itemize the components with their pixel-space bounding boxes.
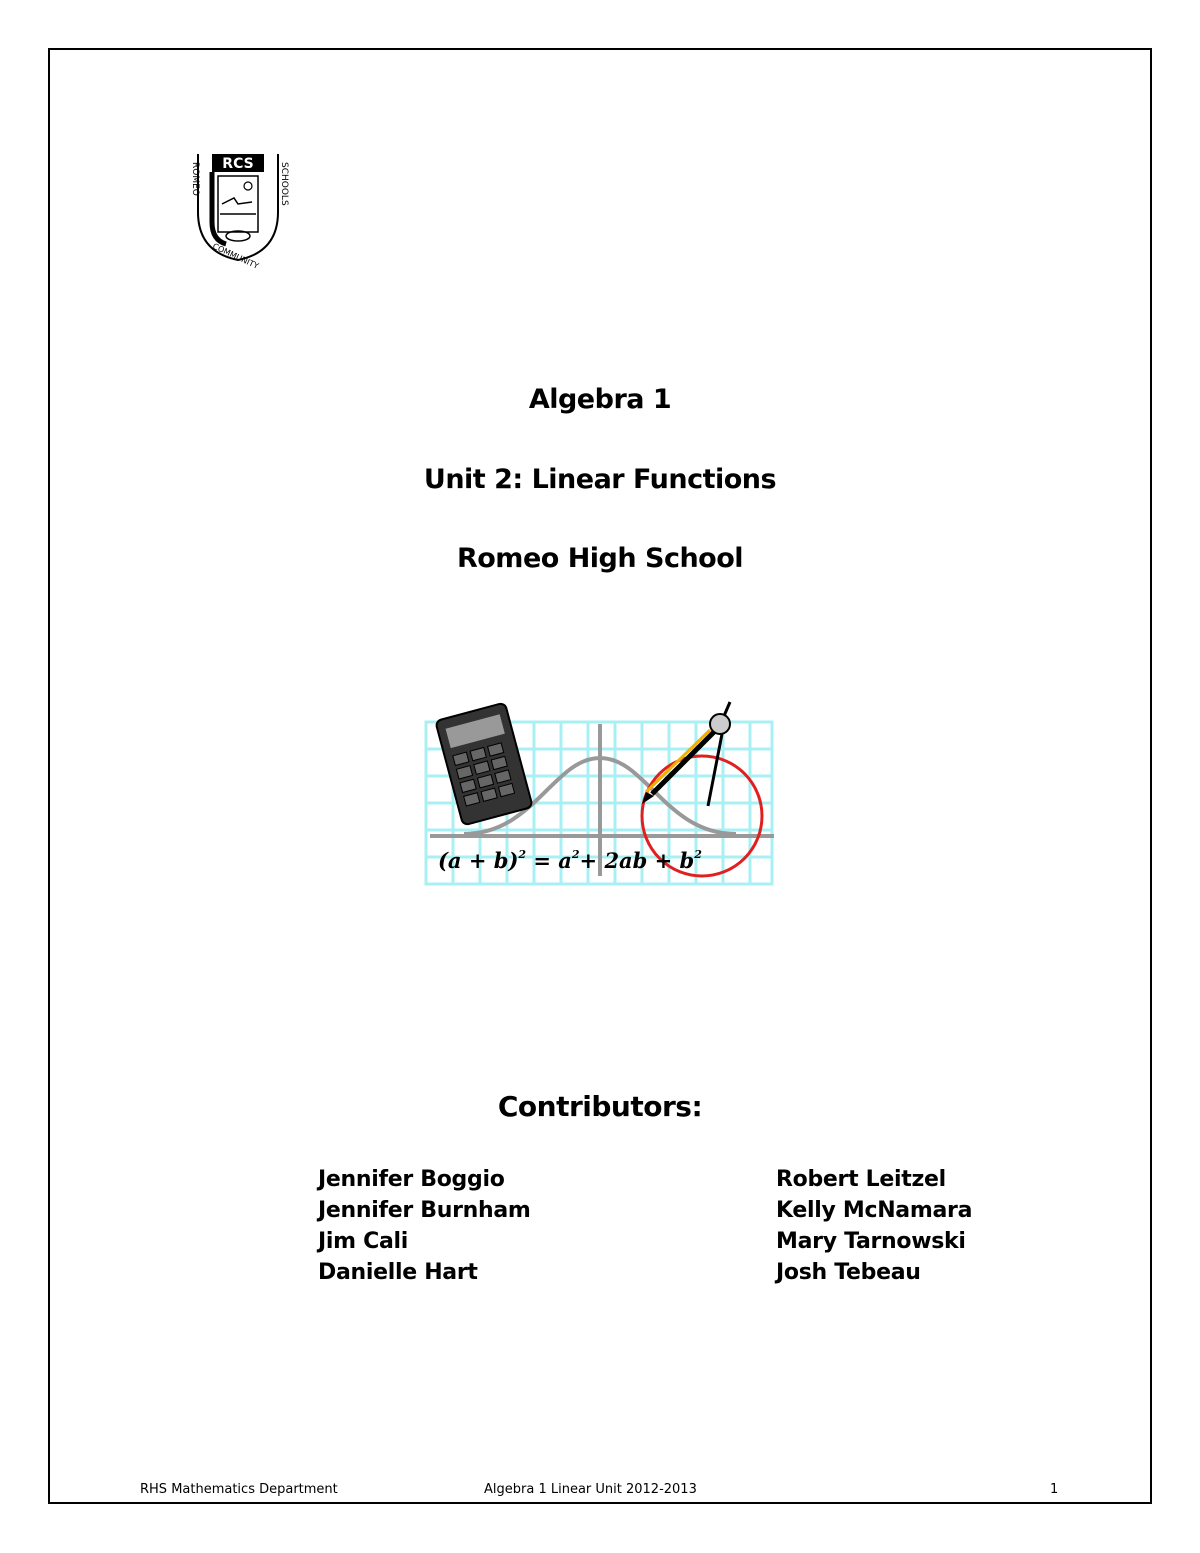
logo-right-text: SCHOOLS xyxy=(279,162,289,206)
contributor-name: Danielle Hart xyxy=(318,1260,478,1285)
unit-title: Unit 2: Linear Functions xyxy=(423,464,777,495)
page-number: 1 xyxy=(1050,1482,1059,1497)
school-name: Romeo High School xyxy=(456,543,744,574)
contributors-left-column xyxy=(318,1164,531,1288)
binomial-formula xyxy=(438,848,702,873)
formula-exp2: 2 xyxy=(571,848,580,861)
contributor-name: Jennifer Boggio xyxy=(318,1167,505,1192)
contributor-name: Robert Leitzel xyxy=(776,1167,946,1192)
formula-exp1: 2 xyxy=(518,848,527,861)
contributors-right-column xyxy=(776,1164,972,1288)
contributor-name: Mary Tarnowski xyxy=(776,1229,966,1254)
contributors-heading: Contributors: xyxy=(497,1090,703,1123)
formula-eq: = a xyxy=(526,848,572,873)
footer-department: RHS Mathematics Department xyxy=(140,1482,338,1497)
logo-initials: RCS xyxy=(222,156,254,172)
formula-exp3: 2 xyxy=(694,848,702,861)
logo-left-text: ROMEO xyxy=(190,162,200,196)
formula-mid: + 2ab + b xyxy=(579,848,695,873)
math-clipart xyxy=(424,694,776,886)
contributor-name: Kelly McNamara xyxy=(776,1198,973,1223)
formula-lhs: (a + b) xyxy=(438,848,519,873)
contributor-name: Josh Tebeau xyxy=(776,1260,921,1285)
contributor-name: Jim Cali xyxy=(318,1229,408,1254)
footer-course: Algebra 1 Linear Unit 2012-2013 xyxy=(484,1482,697,1497)
logo-bottom-text: COMMUNITY xyxy=(211,241,260,271)
contributor-name: Jennifer Burnham xyxy=(318,1198,531,1223)
document-title: Algebra 1 xyxy=(528,384,672,415)
district-logo xyxy=(190,152,289,271)
